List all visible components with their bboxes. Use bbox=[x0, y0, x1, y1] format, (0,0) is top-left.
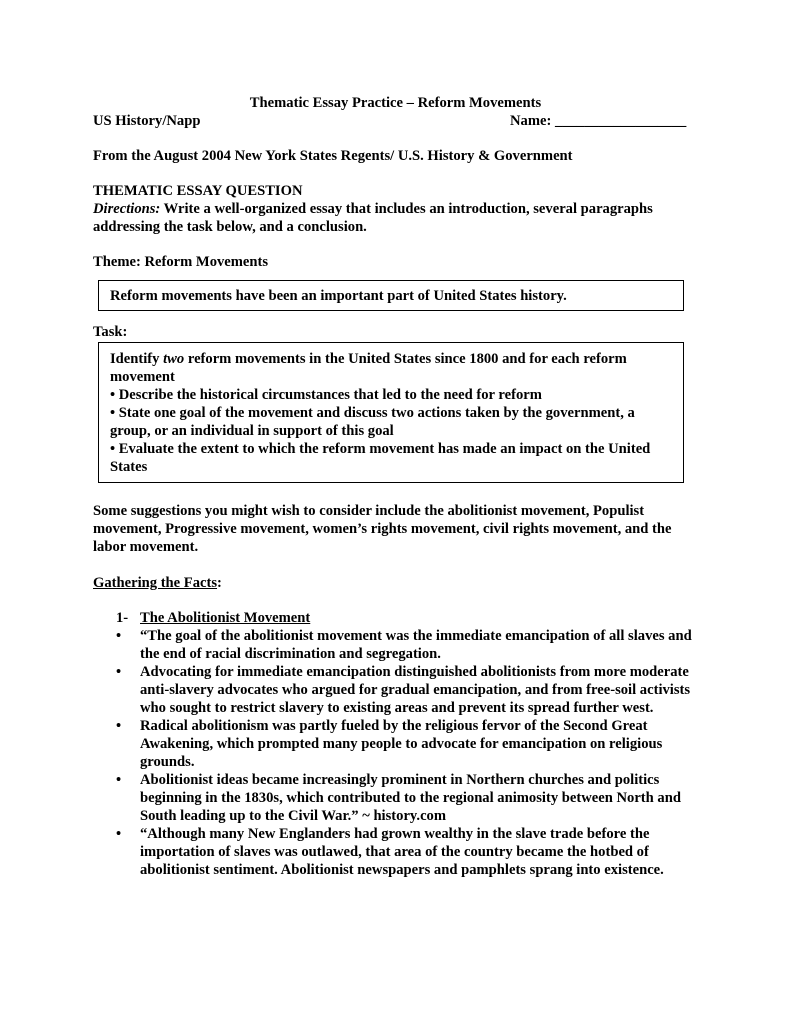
task-item: • Describe the historical circumstances that led to the need for reform bbox=[110, 387, 542, 403]
bullet-icon: • bbox=[116, 718, 122, 734]
name-label: Name: bbox=[510, 113, 552, 129]
gathering-colon: : bbox=[217, 575, 222, 591]
section-title: The Abolitionist Movement bbox=[140, 610, 311, 626]
list-item-text: Radical abolitionism was partly fueled by the religious fervor of the Second Great Awakening, which prompted many people to advocate for emancipation on religious grounds. bbox=[140, 718, 663, 770]
task-label: Task: bbox=[93, 324, 128, 340]
name-blank: __________________ bbox=[555, 113, 687, 129]
directions bbox=[93, 200, 703, 236]
list-item-text: “Although many New Englanders had grown wealthy in the slave trade before the importation of slaves was outlawed, that area of the country became the hotbed of abolitionist sentiment. Abolitionist newspapers and pamphlets sprang into existence. bbox=[140, 826, 664, 878]
list-item bbox=[116, 663, 706, 717]
name-line bbox=[510, 112, 686, 130]
gathering-heading bbox=[93, 574, 222, 592]
task-item: • State one goal of the movement and discuss two actions taken by the government, a group, or an individual in support of this goal bbox=[110, 405, 635, 439]
theme-box bbox=[98, 280, 684, 311]
directions-label: Directions: bbox=[93, 201, 161, 217]
list-item-text: “The goal of the abolitionist movement was the immediate emancipation of all slaves and the end of racial discrimination and segregation. bbox=[140, 628, 692, 662]
list-item-text: Abolitionist ideas became increasingly prominent in Northern churches and politics beginning in the 1830s, which contributed to the regional animosity between North and South leading up to the Civil War.” ~ history.com bbox=[140, 772, 681, 824]
task-intro-pre: Identify bbox=[110, 351, 164, 367]
section-heading bbox=[116, 609, 310, 627]
bullet-icon: • bbox=[116, 664, 122, 680]
fact-list bbox=[116, 627, 706, 879]
suggestions-paragraph: Some suggestions you might wish to consider include the abolitionist movement, Populist movement, Progressive movement, women’s rights movement, civil rights movement, and the labor movement. bbox=[93, 503, 672, 555]
task-intro bbox=[110, 350, 670, 386]
list-item bbox=[116, 717, 706, 771]
list-item bbox=[116, 627, 706, 663]
directions-text: Write a well-organized essay that includes an introduction, several paragraphs addressing the task below, and a conclusion. bbox=[93, 201, 653, 235]
task-intro-post: reform movements in the United States since 1800 and for each reform movement bbox=[110, 351, 627, 385]
bullet-icon: • bbox=[116, 628, 122, 644]
source-line: From the August 2004 New York States Regents/ U.S. History & Government bbox=[93, 148, 573, 164]
question-heading: THEMATIC ESSAY QUESTION bbox=[93, 183, 303, 199]
theme-box-text: Reform movements have been an important part of United States history. bbox=[110, 288, 567, 304]
bullet-icon: • bbox=[116, 826, 122, 842]
list-item-text: Advocating for immediate emancipation distinguished abolitionists from more moderate anti-slavery advocates who argued for gradual emancipation, and from free-soil activists who sought to restrict slavery to existing areas and prevent its spread further west. bbox=[140, 664, 691, 716]
gathering-heading-text: Gathering the Facts bbox=[93, 575, 218, 591]
bullet-icon: • bbox=[116, 772, 122, 788]
task-box bbox=[98, 342, 684, 483]
theme-label: Theme: Reform Movements bbox=[93, 254, 269, 270]
course-label: US History/Napp bbox=[93, 113, 201, 129]
document-title: Thematic Essay Practice – Reform Movements bbox=[249, 95, 542, 111]
section-number: 1- bbox=[116, 610, 129, 626]
task-item: • Evaluate the extent to which the reform movement has made an impact on the United States bbox=[110, 441, 651, 475]
list-item bbox=[116, 825, 706, 879]
task-intro-emphasis: two bbox=[163, 351, 185, 367]
list-item bbox=[116, 771, 706, 825]
